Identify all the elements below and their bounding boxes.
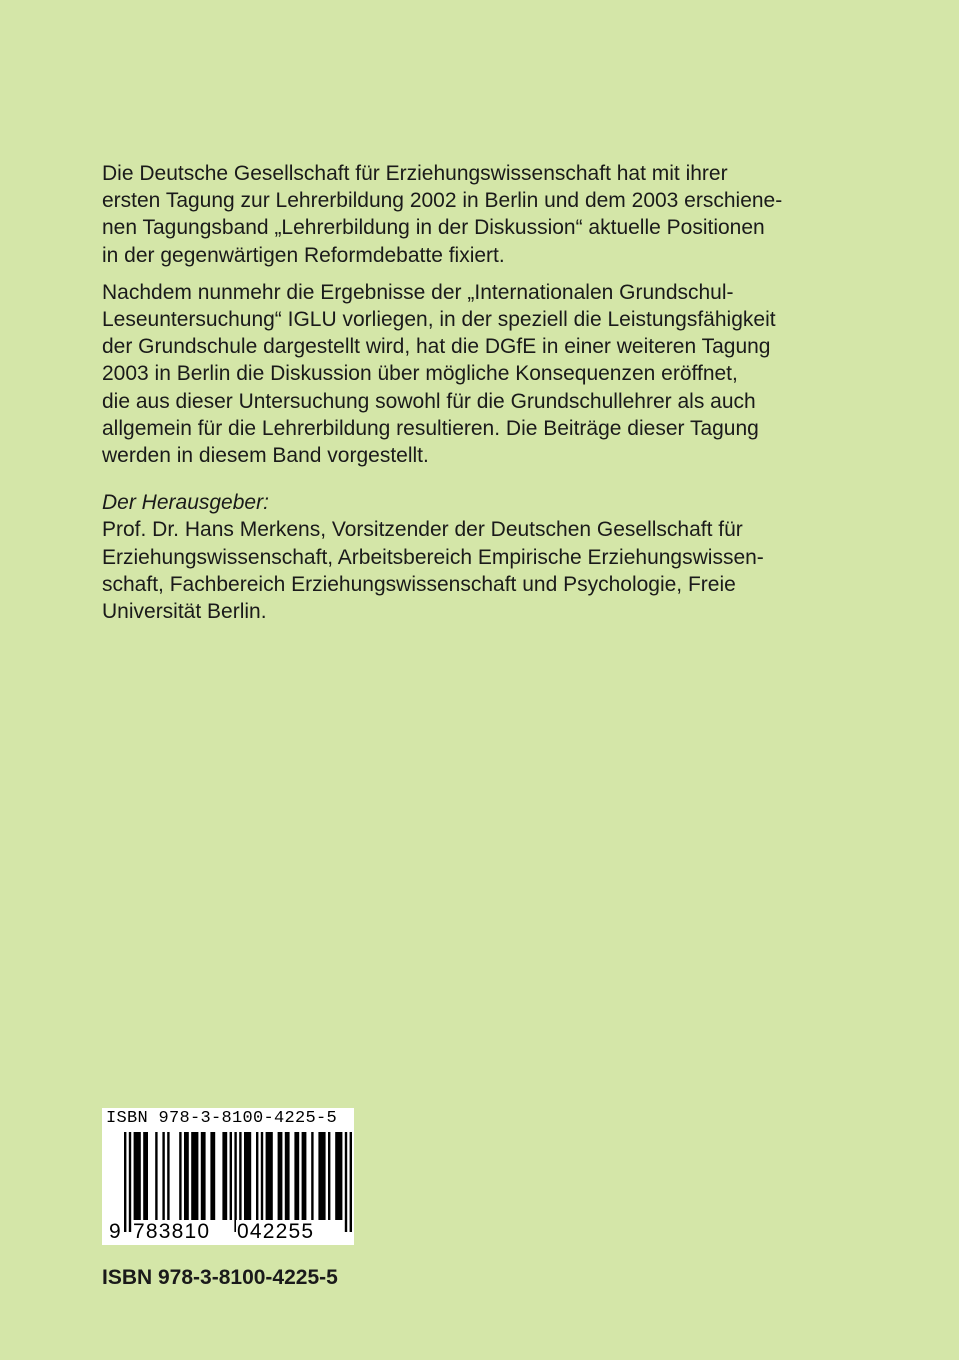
paragraph-iglu [102,279,842,469]
barcode-bar [201,1132,206,1220]
barcode-guard-bar [129,1132,131,1232]
text-line: 2003 in Berlin die Diskussion über mögliche Konsequenzen eröffnet, [102,362,738,386]
barcode-left-digits: 783810 [133,1220,211,1243]
text-line: allgemein für die Lehrerbildung resultieren. Die Beiträge dieser Tagung [102,416,759,440]
publisher-line: schaft, Fachbereich Erziehungswissenschaft und Psychologie, Freie [102,572,736,596]
barcode-isbn-label: ISBN 978-3-8100-4225-5 [106,1109,338,1128]
paragraph-intro [102,160,842,269]
barcode-bar [162,1132,164,1220]
barcode-bar [335,1132,342,1220]
text-line: werden in diesem Band vorgestellt. [102,444,429,468]
barcode-guard-bar [350,1132,352,1232]
barcode-bar [294,1132,299,1220]
barcode-bar [328,1132,330,1220]
text-line: die aus dieser Untersuchung sowohl für die Grundschullehrer als auch [102,389,756,413]
barcode-right-digits: 042255 [237,1220,315,1243]
barcode-bar [278,1132,283,1220]
barcode-bar [230,1132,232,1220]
text-line: Leseuntersuchung“ IGLU vorliegen, in der speziell die Leistungsfähigkeit [102,308,776,332]
barcode-guard-bar [345,1132,347,1232]
publisher-line: Universität Berlin. [102,600,267,624]
text-line: der Grundschule dargestellt wird, hat die DGfE in einer weiteren Tagung [102,335,771,359]
barcode-bar [184,1132,189,1220]
barcode-bars [102,1130,354,1234]
publisher-block [102,489,842,625]
text-line: nen Tagungsband „Lehrerbildung in der Diskussion“ aktuelle Positionen [102,216,765,240]
publisher-line: Erziehungswissenschaft, Arbeitsbereich Empirische Erziehungswissen- [102,545,764,569]
barcode-bar [210,1132,215,1220]
barcode-first-digit: 9 [109,1220,121,1243]
barcode-bar [311,1132,313,1220]
barcode-bar [302,1132,307,1220]
barcode-bar [143,1132,148,1220]
barcode-bar [179,1132,181,1220]
barcode-bar [318,1132,325,1220]
barcode-bar [261,1132,263,1220]
text-line: Die Deutsche Gesellschaft für Erziehungswissenschaft hat mit ihrer [102,162,728,185]
text-line: Nachdem nunmehr die Ergebnisse der „Internationalen Grundschul- [102,280,734,304]
text-line: in der gegenwärtigen Reformdebatte fixiert. [102,243,505,267]
barcode-guard-bar [234,1132,236,1232]
barcode-bar [256,1132,258,1220]
barcode-bar [155,1132,157,1220]
barcode-bar [266,1132,273,1220]
back-cover-text [102,160,842,625]
barcode-bar [167,1132,169,1220]
barcode-bar [191,1132,198,1220]
barcode-guard-bar [124,1132,126,1232]
barcode-guard-bar [239,1132,241,1232]
barcode-bar [244,1132,251,1220]
isbn-barcode [102,1108,354,1245]
barcode-bar [222,1132,227,1220]
publisher-heading: Der Herausgeber: [102,491,269,515]
text-line: ersten Tagung zur Lehrerbildung 2002 in Berlin und dem 2003 erschiene- [102,189,783,213]
publisher-line: Prof. Dr. Hans Merkens, Vorsitzender der Deutschen Gesellschaft für [102,518,743,542]
barcode-bar [285,1132,290,1220]
barcode-bar [134,1132,141,1220]
isbn-number: ISBN 978-3-8100-4225-5 [102,1266,338,1289]
